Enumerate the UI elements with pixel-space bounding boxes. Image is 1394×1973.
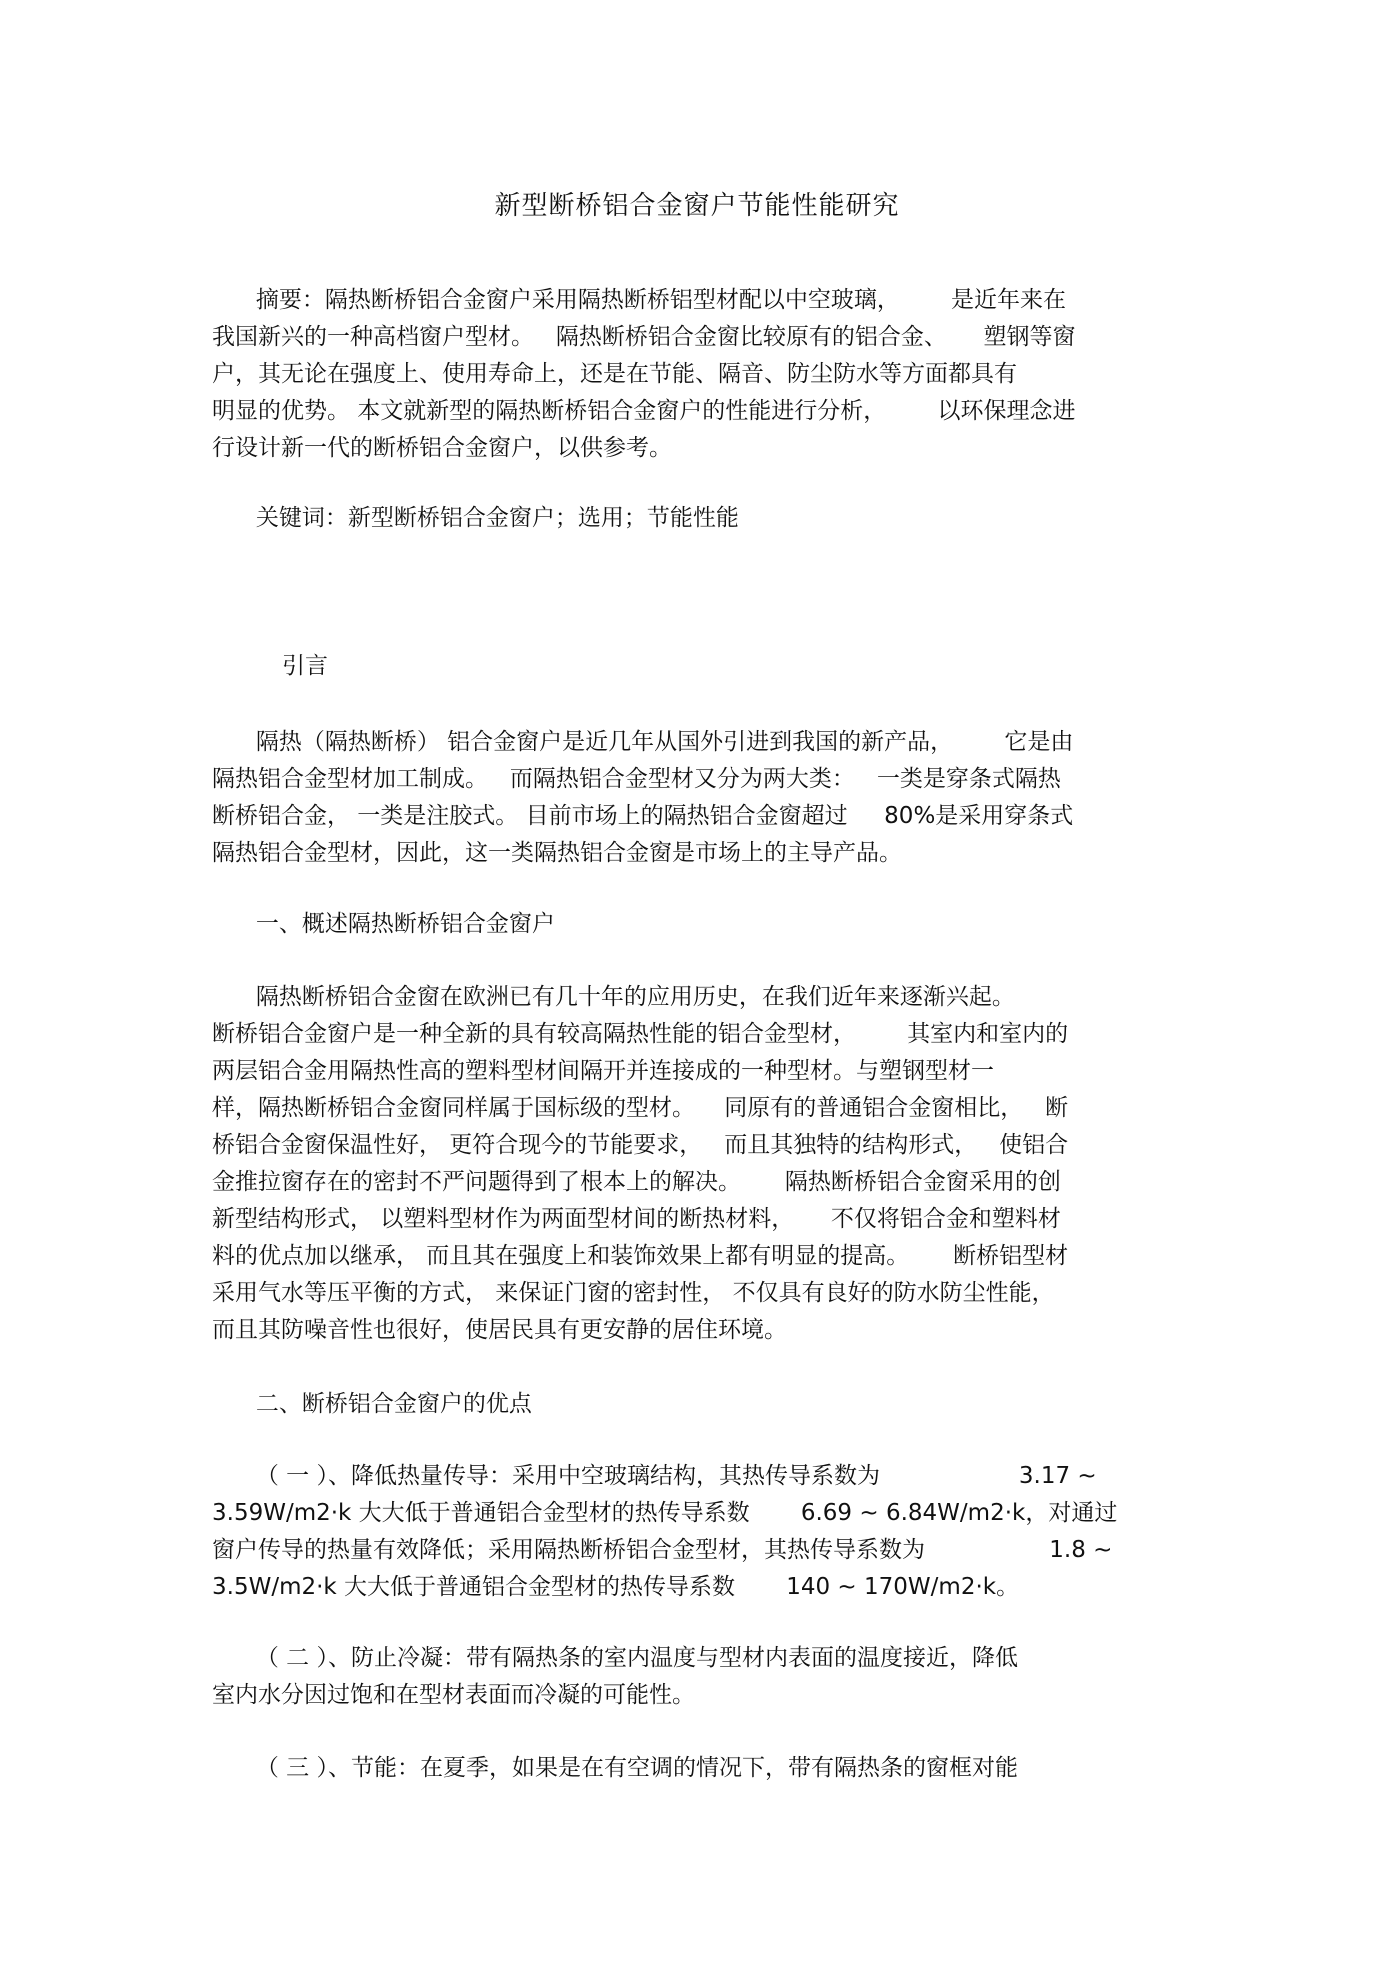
section2-heading: 二、断桥铝合金窗户的优点 <box>212 1391 532 1417</box>
item1-line: 窗户传导的热量有效降低；采用隔热断桥铝合金型材，其热传导系数为 1.8 ~ <box>212 1537 1113 1563</box>
intro-line: 隔热（隔热断桥） 铝合金窗户是近几年从国外引进到我国的新产品， 它是由 <box>212 729 1074 755</box>
abstract-paragraph <box>212 282 1197 467</box>
item1-line: （ 一 ）、降低热量传导：采用中空玻璃结构，其热传导系数为 3.17 ~ <box>212 1463 1097 1489</box>
section1-line: 而且其防噪音性也很好，使居民具有更安静的居住环境。 <box>212 1317 787 1343</box>
section1-line: 两层铝合金用隔热性高的塑料型材间隔开并连接成的一种型材。与塑钢型材一 <box>212 1058 994 1084</box>
abstract-line: 我国新兴的一种高档窗户型材。 隔热断桥铝合金窗比较原有的铝合金、 塑钢等窗 <box>212 324 1076 350</box>
intro-line: 隔热铝合金型材加工制成。 而隔热铝合金型材又分为两大类： 一类是穿条式隔热 <box>212 766 1061 792</box>
item3-paragraph <box>212 1750 1197 1787</box>
item2-paragraph <box>212 1640 1197 1714</box>
intro-paragraph <box>212 724 1197 872</box>
item2-line: 室内水分因过饱和在型材表面而冷凝的可能性。 <box>212 1682 695 1708</box>
section1-line: 采用气水等压平衡的方式， 来保证门窗的密封性， 不仅具有良好的防水防尘性能， <box>212 1280 1055 1306</box>
section1-heading-block <box>212 906 1197 943</box>
section1-line: 隔热断桥铝合金窗在欧洲已有几十年的应用历史，在我们近年来逐渐兴起。 <box>212 984 1015 1010</box>
abstract-line: 户，其无论在强度上、使用寿命上，还是在节能、隔音、防尘防水等方面都具有 <box>212 361 1017 387</box>
item3-line: （ 三 ）、节能：在夏季，如果是在有空调的情况下，带有隔热条的窗框对能 <box>212 1755 1018 1781</box>
section1-line: 新型结构形式， 以塑料型材作为两面型材间的断热材料， 不仅将铝合金和塑料材 <box>212 1206 1061 1232</box>
abstract-line: 行设计新一代的断桥铝合金窗户，以供参考。 <box>212 435 672 461</box>
intro-line: 断桥铝合金， 一类是注胶式。 目前市场上的隔热铝合金窗超过 80%是采用穿条式 <box>212 803 1074 829</box>
abstract-line: 摘要：隔热断桥铝合金窗户采用隔热断桥铝型材配以中空玻璃， 是近年来在 <box>212 287 1067 313</box>
keywords-paragraph <box>212 500 1197 537</box>
section1-line: 样，隔热断桥铝合金窗同样属于国标级的型材。 同原有的普通铝合金窗相比， 断 <box>212 1095 1069 1121</box>
keywords-line: 关键词：新型断桥铝合金窗户；选用；节能性能 <box>212 505 739 531</box>
section1-paragraph <box>212 979 1197 1349</box>
item1-line: 3.59W/m2·k 大大低于普通铝合金型材的热传导系数 6.69 ~ 6.84W/m2·k，对通过 <box>212 1500 1118 1526</box>
item1-line: 3.5W/m2·k 大大低于普通铝合金型材的热传导系数 140 ~ 170W/m2·k。 <box>212 1574 1020 1600</box>
intro-heading: 引言 <box>282 653 328 679</box>
abstract-line: 明显的优势。 本文就新型的隔热断桥铝合金窗户的性能进行分析， 以环保理念进 <box>212 398 1076 424</box>
item2-line: （ 二 ）、防止冷凝：带有隔热条的室内温度与型材内表面的温度接近，降低 <box>212 1645 1018 1671</box>
intro-line: 隔热铝合金型材，因此，这一类隔热铝合金窗是市场上的主导产品。 <box>212 840 902 866</box>
document-title: 新型断桥铝合金窗户节能性能研究 <box>494 191 900 221</box>
section2-heading-block <box>212 1386 1197 1423</box>
item1-paragraph <box>212 1458 1197 1606</box>
section1-line: 金推拉窗存在的密封不严问题得到了根本上的解决。 隔热断桥铝合金窗采用的创 <box>212 1169 1061 1195</box>
section1-line: 桥铝合金窗保温性好， 更符合现今的节能要求， 而且其独特的结构形式， 使铝合 <box>212 1132 1069 1158</box>
section1-line: 断桥铝合金窗户是一种全新的具有较高隔热性能的铝合金型材， 其室内和室内的 <box>212 1021 1069 1047</box>
section1-line: 料的优点加以继承， 而且其在强度上和装饰效果上都有明显的提高。 断桥铝型材 <box>212 1243 1069 1269</box>
section1-heading: 一、概述隔热断桥铝合金窗户 <box>212 911 555 937</box>
